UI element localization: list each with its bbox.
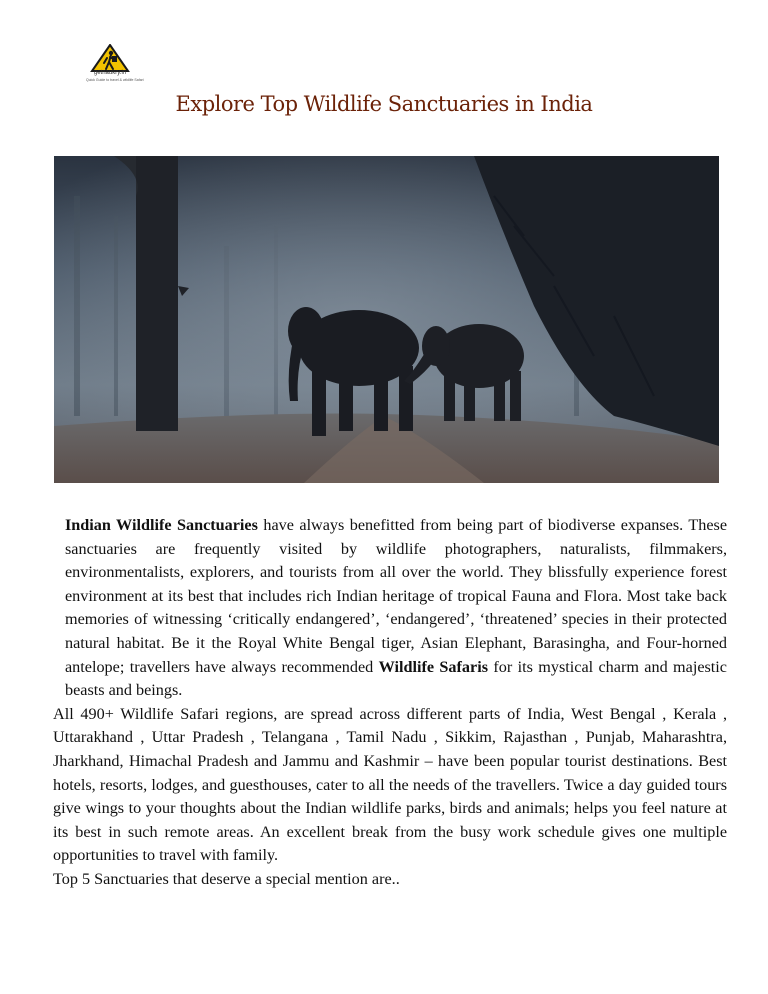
- page-title: Explore Top Wildlife Sanctuaries in India: [175, 92, 593, 116]
- logo-tagline: Quick Guide to travel & wildlife Safari: [86, 78, 144, 82]
- logo-text: getnaukry.in: [93, 70, 127, 76]
- article-body: [53, 514, 727, 892]
- logo: [86, 44, 144, 92]
- regions-paragraph: All 490+ Wildlife Safari regions, are spread across different parts of India, West Bengal , Kerala , Uttarakhand , Uttar Pradesh , Telangana , Tamil Nadu , Sikkim, Rajasthan , Punjab, Maharashtra, Jharkhand, Himachal Pradesh and Jammu and Kashmir – have been popular tourist destinations. Best hotels, resorts, lodges, and guesthouses, cater to all the needs of the travellers. Twice a day guided tours give wings to your thoughts about the Indian wildlife parks, birds and animals; helps you feel nature at its best in such remote areas. An excellent break from the busy work schedule gives one multiple opportunities to travel with family.: [53, 704, 727, 865]
- intro-text-a: have always benefitted from being part of biodiverse expanses. These sanctuaries are frequently visited by wildlife photographers, naturalists, filmmakers, environmentalists, explorers, and tourists from all over the world. They blissfully experience forest environment at its best that includes rich Indian heritage of tropical Fauna and Flora. Most take back memories of witnessing ‘critically endangered’, ‘endangered’, ‘threatened’ species in their protected natural habitat. Be it the Royal White Bengal tiger, Asian Elephant, Barasingha, and Four-horned antelope; travellers have always recommended: [65, 516, 728, 676]
- intro-paragraph: [53, 514, 727, 703]
- elephants-in-fog-photo: [54, 156, 719, 483]
- intro-text-b: for its mystical charm and majestic beasts and beings.: [65, 657, 727, 700]
- link-indian-wildlife-sanctuaries[interactable]: Indian Wildlife Sanctuaries: [65, 516, 258, 534]
- top-sanctuaries-lead: Top 5 Sanctuaries that deserve a special mention are..: [53, 869, 400, 888]
- link-wildlife-safaris[interactable]: Wildlife Safaris: [378, 657, 488, 676]
